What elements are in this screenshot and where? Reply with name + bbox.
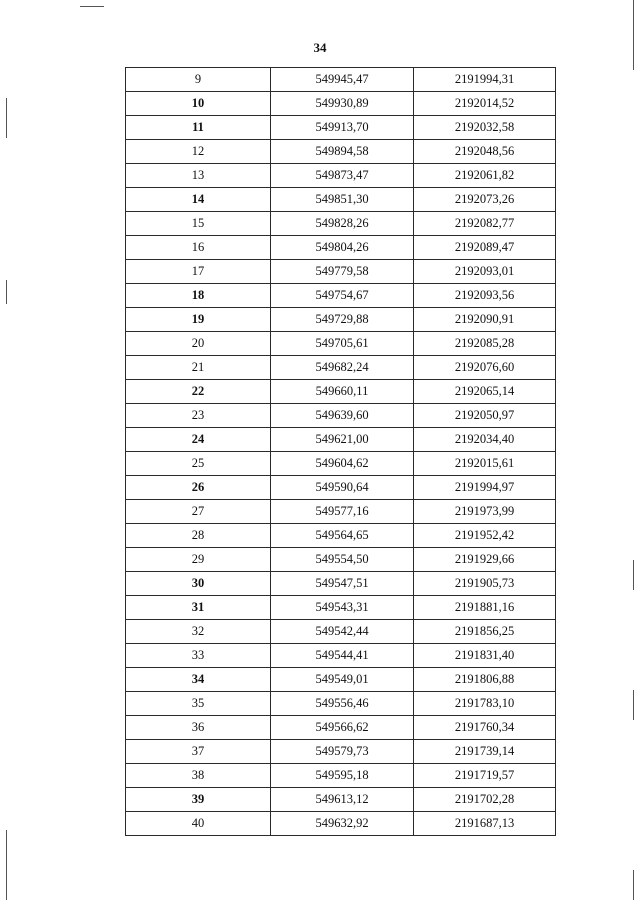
table-row [126, 668, 556, 692]
y-coordinate-cell: 2191719,57 [414, 764, 556, 788]
table-row [126, 812, 556, 836]
x-coordinate-cell: 549632,92 [271, 812, 414, 836]
x-coordinate-cell: 549639,60 [271, 404, 414, 428]
x-coordinate-cell: 549542,44 [271, 620, 414, 644]
point-number-cell: 36 [126, 716, 271, 740]
table-row [126, 188, 556, 212]
table-row [126, 452, 556, 476]
y-coordinate-cell: 2192014,52 [414, 92, 556, 116]
y-coordinate-cell: 2191881,16 [414, 596, 556, 620]
table-row [126, 380, 556, 404]
point-number-cell: 23 [126, 404, 271, 428]
x-coordinate-cell: 549779,58 [271, 260, 414, 284]
scan-mark-right-1 [633, 0, 634, 70]
coordinates-table [125, 67, 556, 836]
point-number-cell: 39 [126, 788, 271, 812]
point-number-cell: 19 [126, 308, 271, 332]
x-coordinate-cell: 549595,18 [271, 764, 414, 788]
y-coordinate-cell: 2191783,10 [414, 692, 556, 716]
y-coordinate-cell: 2192090,91 [414, 308, 556, 332]
point-number-cell: 29 [126, 548, 271, 572]
y-coordinate-cell: 2191994,31 [414, 68, 556, 92]
table-row [126, 596, 556, 620]
y-coordinate-cell: 2191831,40 [414, 644, 556, 668]
y-coordinate-cell: 2191994,97 [414, 476, 556, 500]
x-coordinate-cell: 549660,11 [271, 380, 414, 404]
point-number-cell: 13 [126, 164, 271, 188]
point-number-cell: 17 [126, 260, 271, 284]
table-row [126, 260, 556, 284]
y-coordinate-cell: 2192048,56 [414, 140, 556, 164]
table-row [126, 236, 556, 260]
point-number-cell: 37 [126, 740, 271, 764]
point-number-cell: 26 [126, 476, 271, 500]
table-row [126, 620, 556, 644]
y-coordinate-cell: 2192076,60 [414, 356, 556, 380]
point-number-cell: 27 [126, 500, 271, 524]
point-number-cell: 18 [126, 284, 271, 308]
table-row [126, 716, 556, 740]
table-row [126, 140, 556, 164]
x-coordinate-cell: 549544,41 [271, 644, 414, 668]
point-number-cell: 14 [126, 188, 271, 212]
y-coordinate-cell: 2191856,25 [414, 620, 556, 644]
x-coordinate-cell: 549873,47 [271, 164, 414, 188]
x-coordinate-cell: 549604,62 [271, 452, 414, 476]
scan-mark-right-4 [633, 870, 634, 900]
table-row [126, 476, 556, 500]
x-coordinate-cell: 549543,31 [271, 596, 414, 620]
table-row [126, 332, 556, 356]
table-row [126, 92, 556, 116]
y-coordinate-cell: 2192093,56 [414, 284, 556, 308]
y-coordinate-cell: 2191905,73 [414, 572, 556, 596]
table-row [126, 116, 556, 140]
point-number-cell: 11 [126, 116, 271, 140]
x-coordinate-cell: 549621,00 [271, 428, 414, 452]
point-number-cell: 20 [126, 332, 271, 356]
x-coordinate-cell: 549705,61 [271, 332, 414, 356]
y-coordinate-cell: 2192085,28 [414, 332, 556, 356]
x-coordinate-cell: 549828,26 [271, 212, 414, 236]
x-coordinate-cell: 549913,70 [271, 116, 414, 140]
x-coordinate-cell: 549566,62 [271, 716, 414, 740]
table-row [126, 164, 556, 188]
table-row [126, 740, 556, 764]
point-number-cell: 12 [126, 140, 271, 164]
scan-mark-left-3 [6, 830, 7, 900]
y-coordinate-cell: 2192061,82 [414, 164, 556, 188]
table-row [126, 788, 556, 812]
table-row [126, 764, 556, 788]
scan-mark-right-3 [633, 690, 634, 720]
table-row [126, 572, 556, 596]
y-coordinate-cell: 2191952,42 [414, 524, 556, 548]
point-number-cell: 38 [126, 764, 271, 788]
scan-mark-left-2 [6, 280, 7, 304]
point-number-cell: 32 [126, 620, 271, 644]
table-row [126, 692, 556, 716]
x-coordinate-cell: 549564,65 [271, 524, 414, 548]
y-coordinate-cell: 2192073,26 [414, 188, 556, 212]
y-coordinate-cell: 2191702,28 [414, 788, 556, 812]
point-number-cell: 40 [126, 812, 271, 836]
x-coordinate-cell: 549754,67 [271, 284, 414, 308]
point-number-cell: 22 [126, 380, 271, 404]
point-number-cell: 24 [126, 428, 271, 452]
x-coordinate-cell: 549729,88 [271, 308, 414, 332]
scan-mark-top [80, 6, 104, 7]
y-coordinate-cell: 2192032,58 [414, 116, 556, 140]
point-number-cell: 15 [126, 212, 271, 236]
x-coordinate-cell: 549894,58 [271, 140, 414, 164]
x-coordinate-cell: 549682,24 [271, 356, 414, 380]
point-number-cell: 9 [126, 68, 271, 92]
x-coordinate-cell: 549613,12 [271, 788, 414, 812]
x-coordinate-cell: 549549,01 [271, 668, 414, 692]
table-row [126, 212, 556, 236]
table-row [126, 524, 556, 548]
table-row [126, 500, 556, 524]
table-row [126, 428, 556, 452]
point-number-cell: 10 [126, 92, 271, 116]
x-coordinate-cell: 549804,26 [271, 236, 414, 260]
x-coordinate-cell: 549930,89 [271, 92, 414, 116]
y-coordinate-cell: 2192065,14 [414, 380, 556, 404]
point-number-cell: 30 [126, 572, 271, 596]
point-number-cell: 21 [126, 356, 271, 380]
table-row [126, 308, 556, 332]
x-coordinate-cell: 549579,73 [271, 740, 414, 764]
x-coordinate-cell: 549547,51 [271, 572, 414, 596]
x-coordinate-cell: 549554,50 [271, 548, 414, 572]
y-coordinate-cell: 2191929,66 [414, 548, 556, 572]
y-coordinate-cell: 2191806,88 [414, 668, 556, 692]
y-coordinate-cell: 2192050,97 [414, 404, 556, 428]
y-coordinate-cell: 2192015,61 [414, 452, 556, 476]
point-number-cell: 28 [126, 524, 271, 548]
y-coordinate-cell: 2191687,13 [414, 812, 556, 836]
point-number-cell: 25 [126, 452, 271, 476]
x-coordinate-cell: 549945,47 [271, 68, 414, 92]
table-row [126, 68, 556, 92]
point-number-cell: 35 [126, 692, 271, 716]
table-row [126, 356, 556, 380]
y-coordinate-cell: 2192093,01 [414, 260, 556, 284]
table-row [126, 644, 556, 668]
x-coordinate-cell: 549577,16 [271, 500, 414, 524]
scan-mark-left-1 [6, 98, 7, 138]
point-number-cell: 16 [126, 236, 271, 260]
table-row [126, 404, 556, 428]
table-row [126, 284, 556, 308]
y-coordinate-cell: 2192034,40 [414, 428, 556, 452]
y-coordinate-cell: 2191973,99 [414, 500, 556, 524]
x-coordinate-cell: 549851,30 [271, 188, 414, 212]
page-number: 34 [313, 40, 327, 55]
coordinates-table-body [126, 68, 556, 836]
y-coordinate-cell: 2191739,14 [414, 740, 556, 764]
point-number-cell: 31 [126, 596, 271, 620]
x-coordinate-cell: 549556,46 [271, 692, 414, 716]
y-coordinate-cell: 2191760,34 [414, 716, 556, 740]
y-coordinate-cell: 2192089,47 [414, 236, 556, 260]
scan-mark-right-2 [633, 560, 634, 590]
point-number-cell: 33 [126, 644, 271, 668]
y-coordinate-cell: 2192082,77 [414, 212, 556, 236]
x-coordinate-cell: 549590,64 [271, 476, 414, 500]
table-row [126, 548, 556, 572]
point-number-cell: 34 [126, 668, 271, 692]
